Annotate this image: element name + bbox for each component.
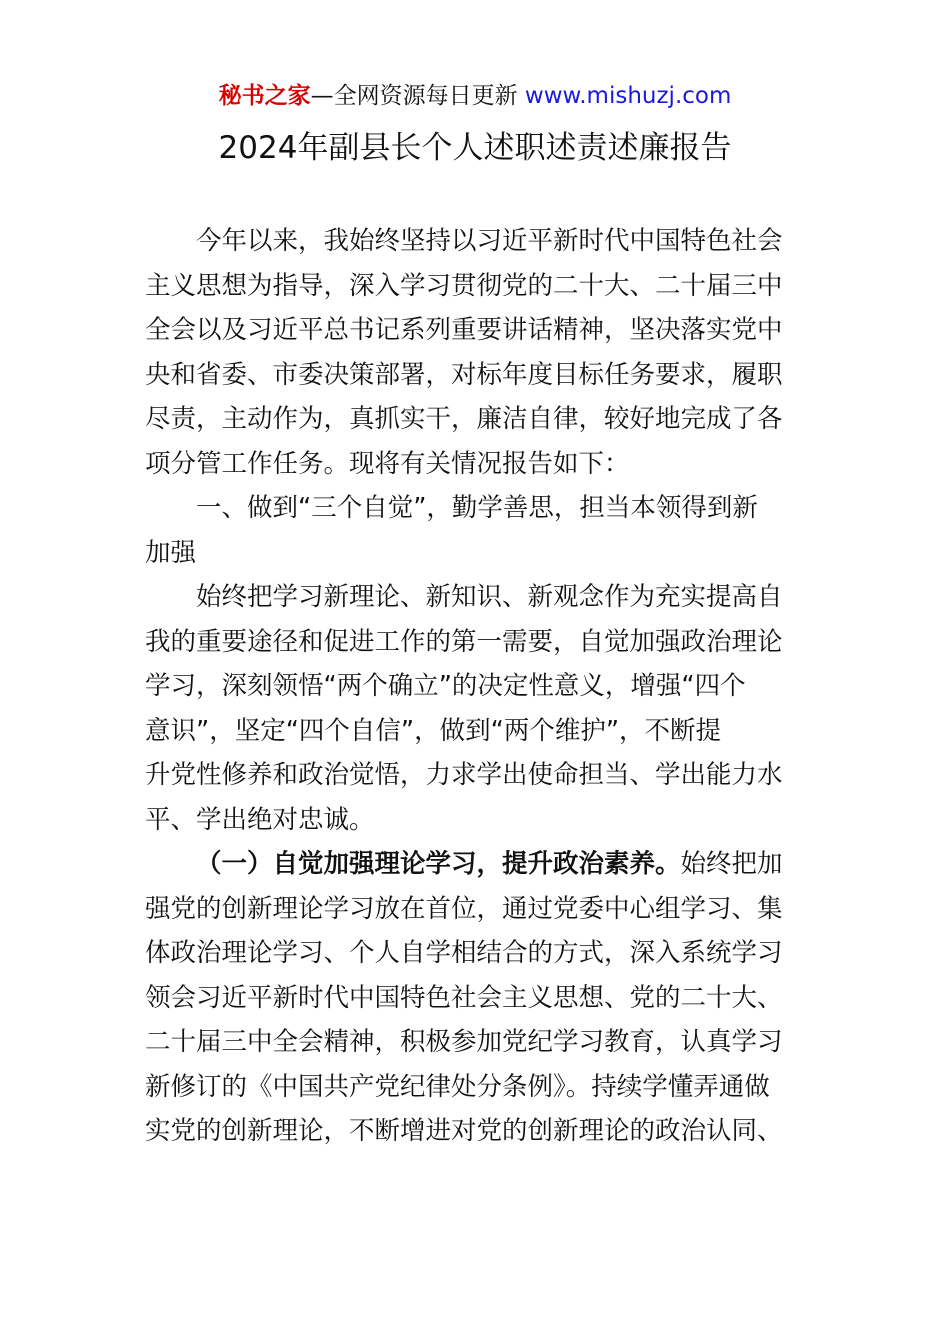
line-text: 央和省委、市委决策部署，对标年度目标任务要求，履职 <box>145 359 783 390</box>
line-text: 二十届三中全会精神，积极参加党纪学习教育，认真学习 <box>145 1027 783 1057</box>
site-tagline: —全网资源每日更新 <box>310 83 525 109</box>
line-text: 尽责，主动作为，真抓实干，廉洁自律，较好地完成了各 <box>145 404 783 434</box>
text-line <box>145 1020 785 1065</box>
line-text: 始终把加 <box>680 849 783 879</box>
text-line <box>145 664 785 709</box>
text-line <box>145 308 785 353</box>
text-line <box>145 397 785 442</box>
line-text: 新修订的《中国共产党纪律处分条例》。持续学懂弄通做 <box>145 1071 770 1102</box>
text-line <box>145 798 785 843</box>
line-text: 全会以及习近平总书记系列重要讲话精神，坚决落实党中 <box>145 315 783 345</box>
text-line <box>145 353 785 398</box>
text-line <box>145 575 785 620</box>
line-text: 主义思想为指导，深入学习贯彻党的二十大、二十届三中 <box>145 270 783 301</box>
text-line <box>145 442 785 487</box>
site-header <box>0 78 950 114</box>
line-text: 始终把学习新理论、新知识、新观念作为充实提高自 <box>196 582 783 612</box>
section-heading: （一）自觉加强理论学习，提升政治素养。 <box>196 849 681 879</box>
site-url[interactable]: www.mishuzj.com <box>524 83 732 109</box>
text-line <box>145 976 785 1021</box>
text-line <box>145 531 785 576</box>
line-text: 平、学出绝对忠诚。 <box>145 804 375 835</box>
line-text: 一、做到“三个自觉”，勤学善思，担当本领得到新 <box>196 493 758 523</box>
line-text: 加强 <box>145 537 197 568</box>
line-text: 领会习近平新时代中国特色社会主义思想、党的二十大、 <box>145 982 783 1013</box>
text-line <box>145 753 785 798</box>
line-text: 升党性修养和政治觉悟，力求学出使命担当、学出能力水 <box>145 760 783 790</box>
line-text: 我的重要途径和促进工作的第一需要，自觉加强政治理论 <box>145 626 783 657</box>
line-text: 项分管工作任务。现将有关情况报告如下： <box>145 448 630 479</box>
text-line <box>145 620 785 665</box>
document-title: 2024年副县长个人述职述责述廉报告 <box>218 130 732 166</box>
line-text: 意识”，坚定“四个自信”，做到“两个维护”，不断提 <box>145 715 722 746</box>
text-line <box>145 842 785 887</box>
line-text: 实党的创新理论，不断增进对党的创新理论的政治认同、 <box>145 1116 783 1146</box>
text-line <box>145 931 785 976</box>
line-text: 学习，深刻领悟“两个确立”的决定性意义，增强“四个 <box>145 671 746 701</box>
line-text: 强党的创新理论学习放在首位，通过党委中心组学习、集 <box>145 893 783 924</box>
document-body <box>145 219 785 1154</box>
text-line <box>145 219 785 264</box>
text-line <box>145 264 785 309</box>
line-text: 今年以来，我始终坚持以习近平新时代中国特色社会 <box>196 226 783 256</box>
site-brand: 秘书之家 <box>218 83 311 109</box>
line-text: 体政治理论学习、个人自学相结合的方式，深入系统学习 <box>145 938 783 968</box>
text-line <box>145 887 785 932</box>
text-line <box>145 1109 785 1154</box>
text-line <box>145 1065 785 1110</box>
text-line <box>145 709 785 754</box>
text-line <box>145 486 785 531</box>
